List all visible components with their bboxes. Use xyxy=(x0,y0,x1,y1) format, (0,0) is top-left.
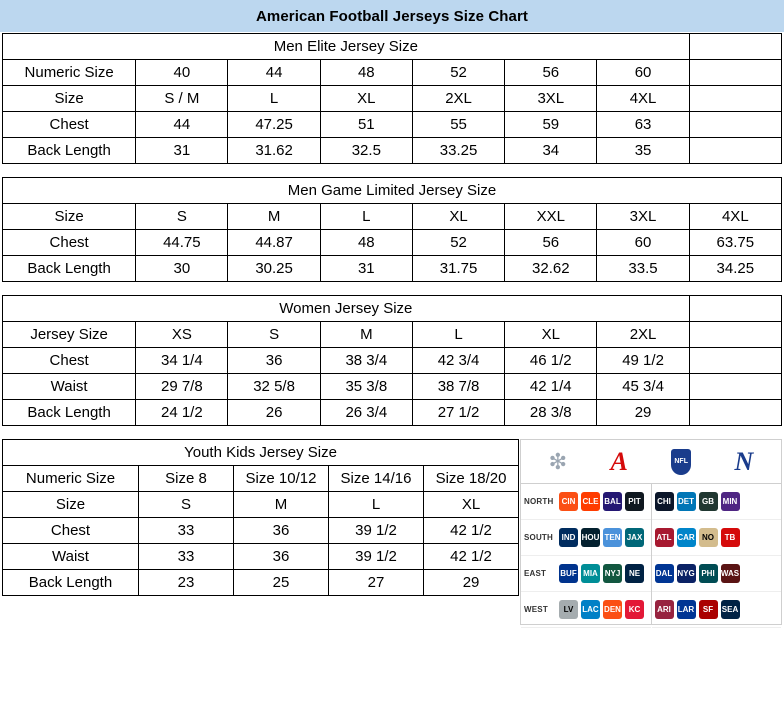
cell: 31.62 xyxy=(228,138,320,164)
team-logo: DET xyxy=(677,492,696,511)
table-row xyxy=(3,400,782,426)
cell: L xyxy=(412,322,504,348)
cell: 45 3/4 xyxy=(597,374,689,400)
team-logo: CAR xyxy=(677,528,696,547)
cell: XL xyxy=(320,86,412,112)
cell: S / M xyxy=(136,86,228,112)
team-logo: SEA xyxy=(721,600,740,619)
table-row xyxy=(3,570,519,596)
cell: 34 1/4 xyxy=(136,348,228,374)
cell: 34 xyxy=(505,138,597,164)
cell: 39 1/2 xyxy=(329,544,424,570)
team-logo: LAC xyxy=(581,600,600,619)
cell: 46 1/2 xyxy=(505,348,597,374)
section-heading: Men Game Limited Jersey Size xyxy=(3,178,782,204)
team-logo: MIA xyxy=(581,564,600,583)
men-elite-table xyxy=(2,33,782,164)
cell: 48 xyxy=(320,60,412,86)
team-logo: CHI xyxy=(655,492,674,511)
team-logo: PHI xyxy=(699,564,718,583)
row-label: Numeric Size xyxy=(3,60,136,86)
table-row xyxy=(3,466,519,492)
empty-cell xyxy=(689,60,781,86)
cell: L xyxy=(329,492,424,518)
cell: 55 xyxy=(412,112,504,138)
cell: 63 xyxy=(597,112,689,138)
team-logo: IND xyxy=(559,528,578,547)
team-logos xyxy=(559,492,644,511)
cell: 31 xyxy=(136,138,228,164)
row-label: Size xyxy=(3,492,139,518)
section-youth-kids xyxy=(2,439,518,596)
cell: 30 xyxy=(136,256,228,282)
team-logo: NO xyxy=(699,528,718,547)
cell: 36 xyxy=(234,518,329,544)
row-label: Size xyxy=(3,204,136,230)
cell: 2XL xyxy=(412,86,504,112)
cell: S xyxy=(228,322,320,348)
team-logo: LAR xyxy=(677,600,696,619)
cell: M xyxy=(320,322,412,348)
row-label: Numeric Size xyxy=(3,466,139,492)
cell: 3XL xyxy=(505,86,597,112)
division-row-west xyxy=(652,592,782,628)
title-bar xyxy=(0,0,784,33)
cell: 29 xyxy=(424,570,519,596)
bottom-area xyxy=(0,439,784,625)
cell: 36 xyxy=(228,348,320,374)
cell: 33 xyxy=(139,544,234,570)
cell: 29 xyxy=(597,400,689,426)
table-row xyxy=(3,296,782,322)
table-row xyxy=(3,34,782,60)
cell: L xyxy=(228,86,320,112)
cell: 27 xyxy=(329,570,424,596)
table-row xyxy=(3,518,519,544)
cell: 49 1/2 xyxy=(597,348,689,374)
cell: 24 1/2 xyxy=(136,400,228,426)
cell: 3XL xyxy=(597,204,689,230)
cell: 44.87 xyxy=(228,230,320,256)
row-label: Chest xyxy=(3,348,136,374)
division-row-east xyxy=(521,556,651,592)
empty-cell xyxy=(689,322,781,348)
team-logos xyxy=(652,564,740,583)
nfl-shield-icon: NFL xyxy=(671,449,691,475)
team-logos xyxy=(559,528,644,547)
division-label: SOUTH xyxy=(524,533,553,542)
empty-cell xyxy=(689,34,781,60)
table-row xyxy=(3,60,782,86)
cell: 38 3/4 xyxy=(320,348,412,374)
team-logos xyxy=(559,564,644,583)
star-icon: ❇ xyxy=(548,448,568,474)
afc-logo-icon: A xyxy=(610,446,628,476)
cell: 26 xyxy=(228,400,320,426)
row-label: Size xyxy=(3,86,136,112)
division-row-north xyxy=(652,484,782,520)
team-logos xyxy=(559,600,644,619)
women-table xyxy=(2,295,782,426)
cell: 42 1/4 xyxy=(505,374,597,400)
cell: 39 1/2 xyxy=(329,518,424,544)
empty-cell xyxy=(689,348,781,374)
team-logos xyxy=(652,600,740,619)
team-logos xyxy=(652,528,740,547)
cell: 34.25 xyxy=(689,256,781,282)
cell: Size 14/16 xyxy=(329,466,424,492)
cell: 31.75 xyxy=(412,256,504,282)
cell: 38 7/8 xyxy=(412,374,504,400)
cell: 52 xyxy=(412,60,504,86)
cell: Size 18/20 xyxy=(424,466,519,492)
league-logos-row xyxy=(521,440,781,484)
cell: 44 xyxy=(228,60,320,86)
division-row-east xyxy=(652,556,782,592)
men-elite-body xyxy=(3,34,782,164)
section-men-elite xyxy=(0,33,784,164)
men-game-limited-table xyxy=(2,177,782,282)
table-row xyxy=(3,178,782,204)
team-logos xyxy=(652,492,740,511)
row-label: Back Length xyxy=(3,256,136,282)
cell: 28 3/8 xyxy=(505,400,597,426)
cell: 47.25 xyxy=(228,112,320,138)
section-heading: Youth Kids Jersey Size xyxy=(3,440,519,466)
team-logo: BUF xyxy=(559,564,578,583)
table-row xyxy=(3,230,782,256)
cell: 35 xyxy=(597,138,689,164)
table-row xyxy=(3,256,782,282)
cell: M xyxy=(234,492,329,518)
team-logo: CLE xyxy=(581,492,600,511)
empty-cell xyxy=(689,296,781,322)
cell: 44.75 xyxy=(136,230,228,256)
row-label: Chest xyxy=(3,112,136,138)
cell: 36 xyxy=(234,544,329,570)
team-logo: JAX xyxy=(625,528,644,547)
cell: 23 xyxy=(139,570,234,596)
team-logo: NE xyxy=(625,564,644,583)
empty-cell xyxy=(689,112,781,138)
cell: 29 7/8 xyxy=(136,374,228,400)
youth-kids-table xyxy=(2,439,519,596)
division-label: NORTH xyxy=(524,497,554,506)
team-logo: LV xyxy=(559,600,578,619)
row-label: Back Length xyxy=(3,400,136,426)
cell: 60 xyxy=(597,60,689,86)
team-logo: DAL xyxy=(655,564,674,583)
team-logo: GB xyxy=(699,492,718,511)
team-logo: TB xyxy=(721,528,740,547)
team-logo: NYG xyxy=(677,564,696,583)
empty-cell xyxy=(689,374,781,400)
divisions-grid xyxy=(521,484,781,624)
cell: 63.75 xyxy=(689,230,781,256)
cell: 31 xyxy=(320,256,412,282)
spacer xyxy=(0,426,784,439)
cell: Size 8 xyxy=(139,466,234,492)
team-logo: WAS xyxy=(721,564,740,583)
table-row xyxy=(3,544,519,570)
cell: L xyxy=(320,204,412,230)
cell: XL xyxy=(505,322,597,348)
cell: 42 1/2 xyxy=(424,544,519,570)
cell: 32 5/8 xyxy=(228,374,320,400)
page-title: American Football Jerseys Size Chart xyxy=(255,7,529,25)
section-women xyxy=(0,295,784,426)
cell: 27 1/2 xyxy=(412,400,504,426)
cell: XL xyxy=(424,492,519,518)
cell: 42 3/4 xyxy=(412,348,504,374)
cell: Size 10/12 xyxy=(234,466,329,492)
cell: 40 xyxy=(136,60,228,86)
cell: 25 xyxy=(234,570,329,596)
section-heading: Men Elite Jersey Size xyxy=(3,34,690,60)
cell: 32.5 xyxy=(320,138,412,164)
cell: 33.5 xyxy=(597,256,689,282)
division-row-south xyxy=(521,520,651,556)
cell: 4XL xyxy=(689,204,781,230)
cell: 51 xyxy=(320,112,412,138)
row-label: Back Length xyxy=(3,138,136,164)
division-label: WEST xyxy=(524,605,548,614)
cell: XS xyxy=(136,322,228,348)
division-row-north xyxy=(521,484,651,520)
section-heading: Women Jersey Size xyxy=(3,296,690,322)
cell: 59 xyxy=(505,112,597,138)
division-row-west xyxy=(521,592,651,628)
cell: 35 3/8 xyxy=(320,374,412,400)
cell: S xyxy=(136,204,228,230)
cell: 4XL xyxy=(597,86,689,112)
team-logo: PIT xyxy=(625,492,644,511)
division-row-south xyxy=(652,520,782,556)
team-logo: HOU xyxy=(581,528,600,547)
table-row xyxy=(3,138,782,164)
cell: XL xyxy=(412,204,504,230)
table-row xyxy=(3,440,519,466)
nfc-column xyxy=(652,484,782,624)
table-row xyxy=(3,348,782,374)
division-label: EAST xyxy=(524,569,547,578)
table-row xyxy=(3,322,782,348)
team-logo: BAL xyxy=(603,492,622,511)
empty-cell xyxy=(689,400,781,426)
team-logo: DEN xyxy=(603,600,622,619)
afc-column xyxy=(521,484,652,624)
table-row xyxy=(3,374,782,400)
cell: 48 xyxy=(320,230,412,256)
cell: 56 xyxy=(505,230,597,256)
table-row xyxy=(3,204,782,230)
table-row xyxy=(3,86,782,112)
cell: 52 xyxy=(412,230,504,256)
row-label: Back Length xyxy=(3,570,139,596)
row-label: Chest xyxy=(3,518,139,544)
team-logo: MIN xyxy=(721,492,740,511)
cell: 60 xyxy=(597,230,689,256)
cell: M xyxy=(228,204,320,230)
cell: 42 1/2 xyxy=(424,518,519,544)
cell: 2XL xyxy=(597,322,689,348)
spacer xyxy=(0,164,784,177)
empty-cell xyxy=(689,86,781,112)
section-men-game-limited xyxy=(0,177,784,282)
team-logo: NYJ xyxy=(603,564,622,583)
row-label: Waist xyxy=(3,544,139,570)
row-label: Waist xyxy=(3,374,136,400)
row-label: Jersey Size xyxy=(3,322,136,348)
cell: 32.62 xyxy=(505,256,597,282)
nfc-logo-icon: N xyxy=(734,446,754,476)
empty-cell xyxy=(689,138,781,164)
table-row xyxy=(3,112,782,138)
nfl-teams-panel xyxy=(520,439,782,625)
spacer xyxy=(0,282,784,295)
team-logo: TEN xyxy=(603,528,622,547)
table-row xyxy=(3,492,519,518)
cell: 30.25 xyxy=(228,256,320,282)
team-logo: CIN xyxy=(559,492,578,511)
cell: XXL xyxy=(505,204,597,230)
cell: S xyxy=(139,492,234,518)
team-logo: ATL xyxy=(655,528,674,547)
row-label: Chest xyxy=(3,230,136,256)
cell: 33.25 xyxy=(412,138,504,164)
cell: 44 xyxy=(136,112,228,138)
cell: 56 xyxy=(505,60,597,86)
team-logo: SF xyxy=(699,600,718,619)
cell: 26 3/4 xyxy=(320,400,412,426)
team-logo: KC xyxy=(625,600,644,619)
cell: 33 xyxy=(139,518,234,544)
team-logo: ARI xyxy=(655,600,674,619)
